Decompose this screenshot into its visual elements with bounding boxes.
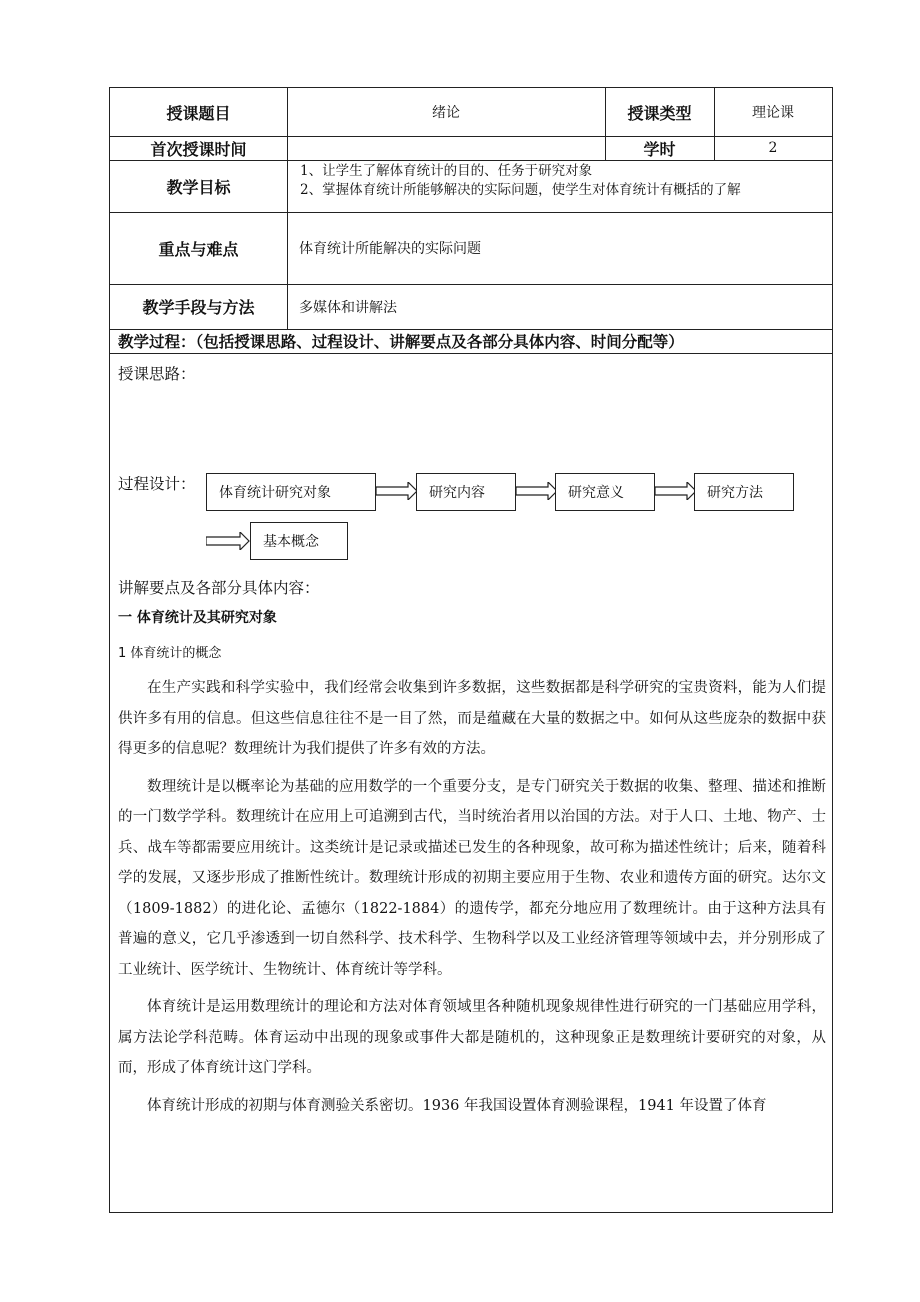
hours-label: 学时 (643, 139, 676, 159)
flow-box-research-object: 体育统计研究对象 (206, 473, 376, 511)
topic-value: 绪论 (432, 105, 460, 121)
design-label: 过程设计： (118, 475, 196, 493)
flow-arrow (206, 532, 250, 550)
flow-arrow (516, 482, 558, 500)
flow-box-research-content: 研究内容 (416, 473, 516, 511)
flow-box-basic-concept: 基本概念 (250, 522, 348, 560)
goal-item: 1、让学生了解体育统计的目的、任务于研究对象 (300, 163, 593, 179)
type-value: 理论课 (752, 105, 794, 121)
body-text (118, 673, 826, 1121)
flow-box-research-significance: 研究意义 (555, 473, 655, 511)
goals-label: 教学目标 (166, 177, 231, 197)
paragraph: 体育统计形成的初期与体育测验关系密切。1936 年我国设置体育测验课程，1941 年设置了体育 (147, 1097, 767, 1114)
lesson-plan-sheet (109, 87, 833, 1213)
idea-label: 授课思路： (118, 365, 196, 383)
keypoints-value: 体育统计所能解决的实际问题 (299, 241, 481, 257)
topic-label: 授课题目 (166, 103, 231, 123)
flow-arrow (376, 482, 418, 500)
goal-item: 2、掌握体育统计所能够解决的实际问题，使学生对体育统计有概括的了解 (300, 182, 741, 198)
first-time-label: 首次授课时间 (150, 139, 247, 159)
hours-value: 2 (768, 140, 778, 156)
type-label: 授课类型 (627, 103, 692, 123)
paragraph: 体育统计是运用数理统计的理论和方法对体育领域里各种随机现象规律性进行研究的一门基础应用学科，属方法论学科范畴。体育运动中出现的现象或事件大都是随机的，这种现象正是数理统计要研究的对象，从而，形成了体育统计这门学科。 (118, 999, 826, 1076)
flow-arrow (655, 482, 697, 500)
keypoints-label: 重点与难点 (158, 239, 239, 259)
points-label: 讲解要点及各部分具体内容： (118, 579, 320, 597)
subsection-title: 1 体育统计的概念 (118, 646, 222, 661)
methods-label: 教学手段与方法 (142, 298, 255, 317)
grid-line (110, 353, 832, 354)
goals-list (300, 162, 830, 200)
flow-box-research-method: 研究方法 (694, 473, 794, 511)
process-heading: 教学过程：（包括授课思路、过程设计、讲解要点及各部分具体内容、时间分配等） (118, 333, 684, 351)
paragraph: 在生产实践和科学实验中，我们经常会收集到许多数据，这些数据都是科学研究的宝贵资料，能为人们提供许多有用的信息。但这些信息往往不是一目了然，而是蕴藏在大量的数据之中。如何从这些庞杂的数据中获得更多的信息呢？数理统计为我们提供了许多有效的方法。 (118, 680, 826, 757)
first-time-value (287, 136, 605, 160)
paragraph: 数理统计是以概率论为基础的应用数学的一个重要分支，是专门研究关于数据的收集、整理、描述和推断的一门数学学科。数理统计在应用上可追溯到古代，当时统治者用以治国的方法。对于人口、土地、物产、士兵、战车等都需要应用统计。这类统计是记录或描述已发生的各种现象，故可称为描述性统计；后来，随着科学的发展，又逐步形成了推断性统计。数理统计形成的初期主要应用于生物、农业和遗传方面的研究。达尔文（1809-1882）的进化论、孟德尔（1822-1884）的遗传学，都充分地应用了数理统计。由于这种方法具有普遍的意义，它几乎渗透到一切自然科学、技术科学、生物科学以及工业经济管理等领域中去，并分别形成了工业统计、医学统计、生物统计、体育统计等学科。 (118, 778, 826, 978)
section-title: 一 体育统计及其研究对象 (118, 610, 277, 626)
methods-value: 多媒体和讲解法 (299, 299, 397, 316)
